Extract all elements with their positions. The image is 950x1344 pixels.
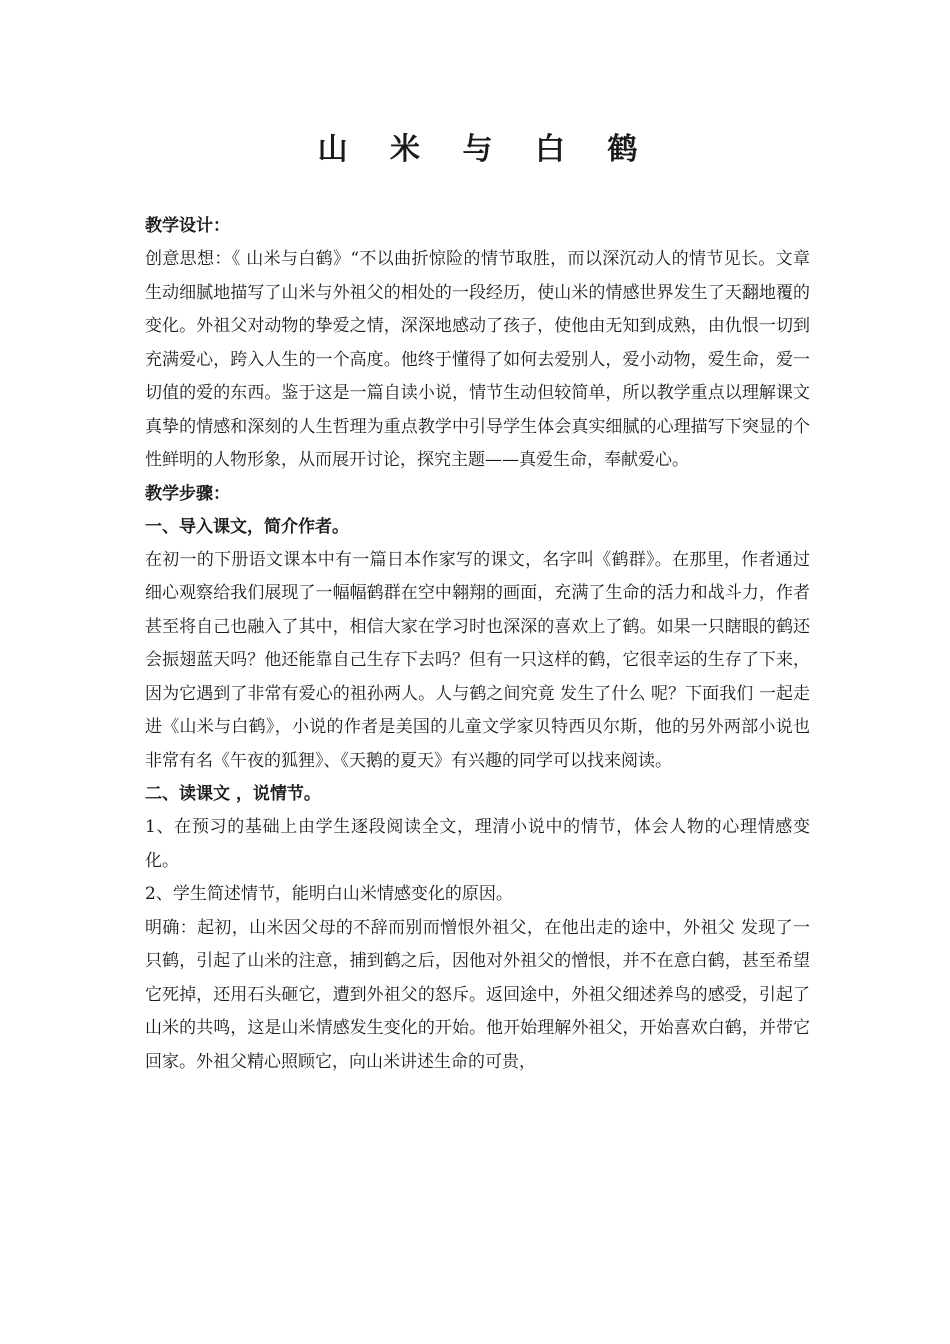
section-heading: 教学步骤： — [145, 483, 230, 504]
paragraph: 1、在预习的基础上由学生逐段阅读全文，理清小说中的情节，体会人物的心理情感变化。 — [145, 817, 810, 871]
section-heading: 一、导入课文，简介作者。 — [145, 516, 349, 537]
document-page — [145, 128, 810, 1079]
document-body — [145, 210, 810, 1079]
paragraph: 在初一的下册语文课本中有一篇日本作家写的课文，名字叫《鹤群》。在那里，作者通过细心观察给我们展现了一幅幅鹤群在空中翱翔的画面，充满了生命的活力和战斗力，作者甚至将自己也融入了其中，相信大家在学习时也深深的喜欢上了鹤。如果一只瞎眼的鹤还会振翅蓝天吗？他还能靠自己生存下去吗？但有一只这样的鹤，它很幸运的生存了下来，因为它遇到了非常有爱心的祖孙两人。人与鹤之间究竟 发生了什么 呢？下面我们 一起走进《山米与白鹤》，小说的作者是美国的儿童文学家贝特西贝尔斯，他的另外两部小说也非常有名《午夜的狐狸》、《天鹅的夏天》有兴趣的同学可以找来阅读。 — [145, 549, 810, 771]
section-heading: 二、读课文 ，说情节。 — [145, 784, 321, 804]
paragraph: 2、学生简述情节，能明白山米情感变化的原因。 — [145, 884, 513, 904]
section-heading: 教学设计： — [145, 216, 230, 236]
paragraph: 明确：起初，山米因父母的不辞而别而憎恨外祖父，在他出走的途中，外祖父 发现了一只鹤，引起了山米的注意，捕到鹤之后，因他对外祖父的憎恨，并不在意白鹤，甚至希望它死掉，还用石头砸它，遭到外祖父的怒斥。返回途中，外祖父细述养鸟的感受，引起了山米的共鸣，这是山米情感发生变化的开始。他开始理解外祖父，开始喜欢白鹤，并带它回家。外祖父精心照顾它，向山米讲述生命的可贵， — [145, 917, 810, 1072]
document-title: 山 米 与 白 鹤 — [317, 132, 654, 167]
paragraph: 创意思想：《 山米与白鹤》“不以曲折惊险的情节取胜，而以深沉动人的情节见长。文章生动细腻地描写了山米与外祖父的相处的一段经历，使山米的情感世界发生了天翻地覆的变化。外祖父对动物的挚爱之情，深深地感动了孩子，使他由无知到成熟，由仇恨一切到充满爱心，跨入人生的一个高度。他终于懂得了如何去爱别人，爱小动物，爱生命，爱一切值的爱的东西。鉴于这是一篇自读小说，情节生动但较简单，所以教学重点以理解课文真挚的情感和深刻的人生哲理为重点教学中引导学生体会真实细腻的心理描写下突显的个性鲜明的人物形象，从而展开讨论，探究主题——真爱生命，奉献爱心。 — [145, 249, 810, 470]
